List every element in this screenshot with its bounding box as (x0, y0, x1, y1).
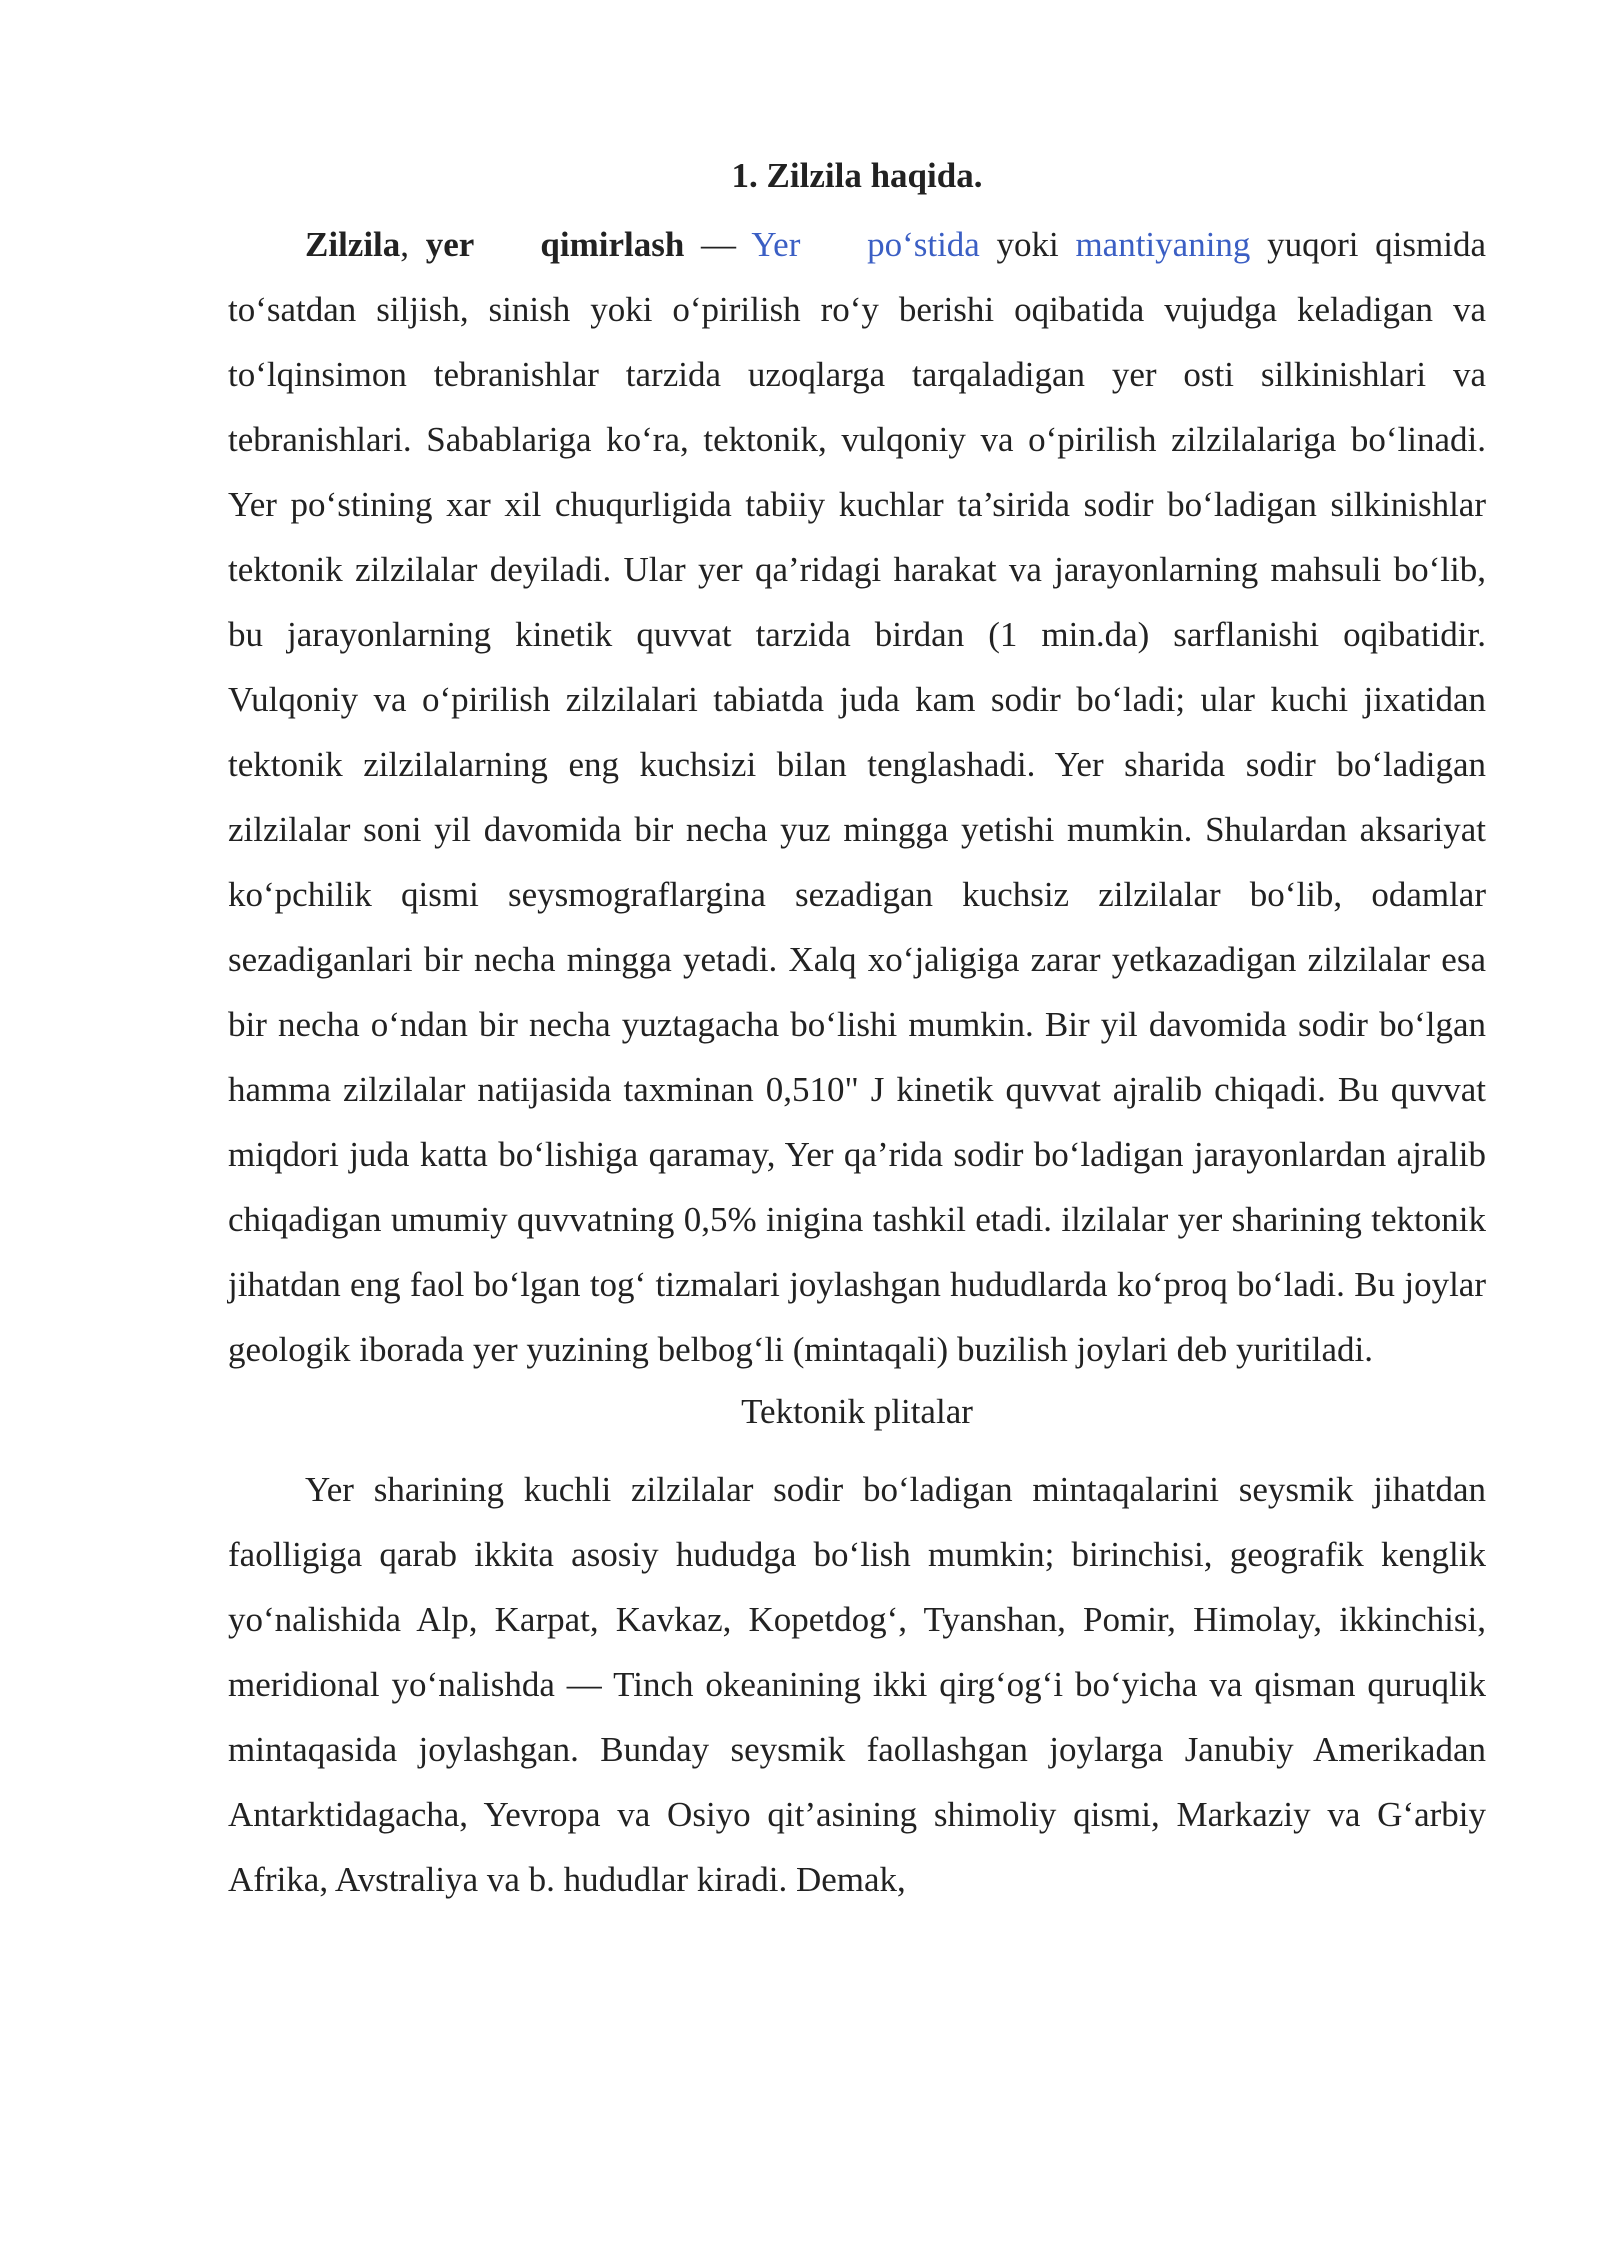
subtitle-tektonik-plitalar: Tektonik plitalar (741, 1392, 973, 1431)
paragraph-seismic-zones: Yer sharining kuchli zilzilalar sodir bo‘ladigan mintaqalarini seysmik jihatdan faolligiga qarab ikkita asosiy hududga bo‘lish mumkin; birinchisi, geografik kenglik yo‘nalishida Alp, Karpat, Kavkaz, Kopetdog‘, Tyanshan, Pomir, Himolay, ikkinchisi, meridional yo‘nalishda — Tinch okeanining ikki qirg‘og‘i bo‘yicha va qisman quruqlik mintaqasida joylashgan. Bunday seysmik faollashgan joylarga Janubiy Amerikadan Antarktidagacha, Yevropa va Osiyo qit’asining shimoliy qismi, Markaziy va G‘arbiy Afrika, Avstraliya va b. hududlar kiradi. Demak, (228, 1470, 1486, 1899)
em-dash: — (684, 225, 752, 264)
term-yer-qimirlash: yer qimirlash (425, 225, 685, 264)
section-title: 1. Zilzila haqida. (731, 156, 983, 195)
term-zilzila: Zilzila (305, 225, 401, 264)
document-content (228, 150, 1486, 1912)
link-mantiyaning[interactable]: mantiyaning (1075, 225, 1251, 264)
term-separator: , (400, 225, 426, 264)
paragraph-intro-body: yuqori qismida to‘satdan siljish, sinish yoki o‘pirilish ro‘y berishi oqibatida vujudga keladigan va to‘lqinsimon tebranishlar tarzida uzoqlarga tarqaladigan yer osti silkinishlari va tebranishlari. Sabablariga ko‘ra, tektonik, vulqoniy va o‘pirilish zilzilalariga bo‘linadi. Yer po‘stining xar xil chuqurligida tabiiy kuchlar ta’sirida sodir bo‘ladigan silkinishlar tektonik zilzilalar deyiladi. Ular yer qa’ridagi harakat va jarayonlarning mahsuli bo‘lib, bu jarayonlarning kinetik quvvat tarzida birdan (1 min.da) sarflanishi oqibatidir. Vulqoniy va o‘pirilish zilzilalari tabiatda juda kam sodir bo‘ladi; ular kuchi jixatidan tektonik zilzilalarning eng kuchsizi bilan tenglashadi. Yer sharida sodir bo‘ladigan zilzilalar soni yil davomida bir necha yuz mingga yetishi mumkin. Shulardan aksariyat ko‘pchilik qismi seysmograflargina sezadigan kuchsiz zilzilalar bo‘lib, odamlar sezadiganlari bir necha mingga yetadi. Xalq xo‘jaligiga zarar yetkazadigan zilzilalar esa bir necha o‘ndan bir necha yuztagacha bo‘lishi mumkin. Bir yil davomida sodir bo‘lgan hamma zilzilalar natijasida taxminan 0,510" J kinetik quvvat ajralib chiqadi. Bu quvvat miqdori juda katta bo‘lishiga qaramay, Yer qa’rida sodir bo‘ladigan jarayonlardan ajralib chiqadigan umumiy quvvatning 0,5% inigina tashkil etadi. ilzilalar yer sharining tektonik jihatdan eng faol bo‘lgan tog‘ tizmalari joylashgan hududlarda ko‘proq bo‘ladi. Bu joylar geologik iborada yer yuzining belbog‘li (mintaqali) buzilish joylari deb yuritiladi. (228, 225, 1486, 1369)
link-yer-postida[interactable]: Yer po‘stida (751, 225, 980, 264)
paragraph-intro (228, 212, 1486, 1382)
text-yoki: yoki (979, 225, 1076, 264)
